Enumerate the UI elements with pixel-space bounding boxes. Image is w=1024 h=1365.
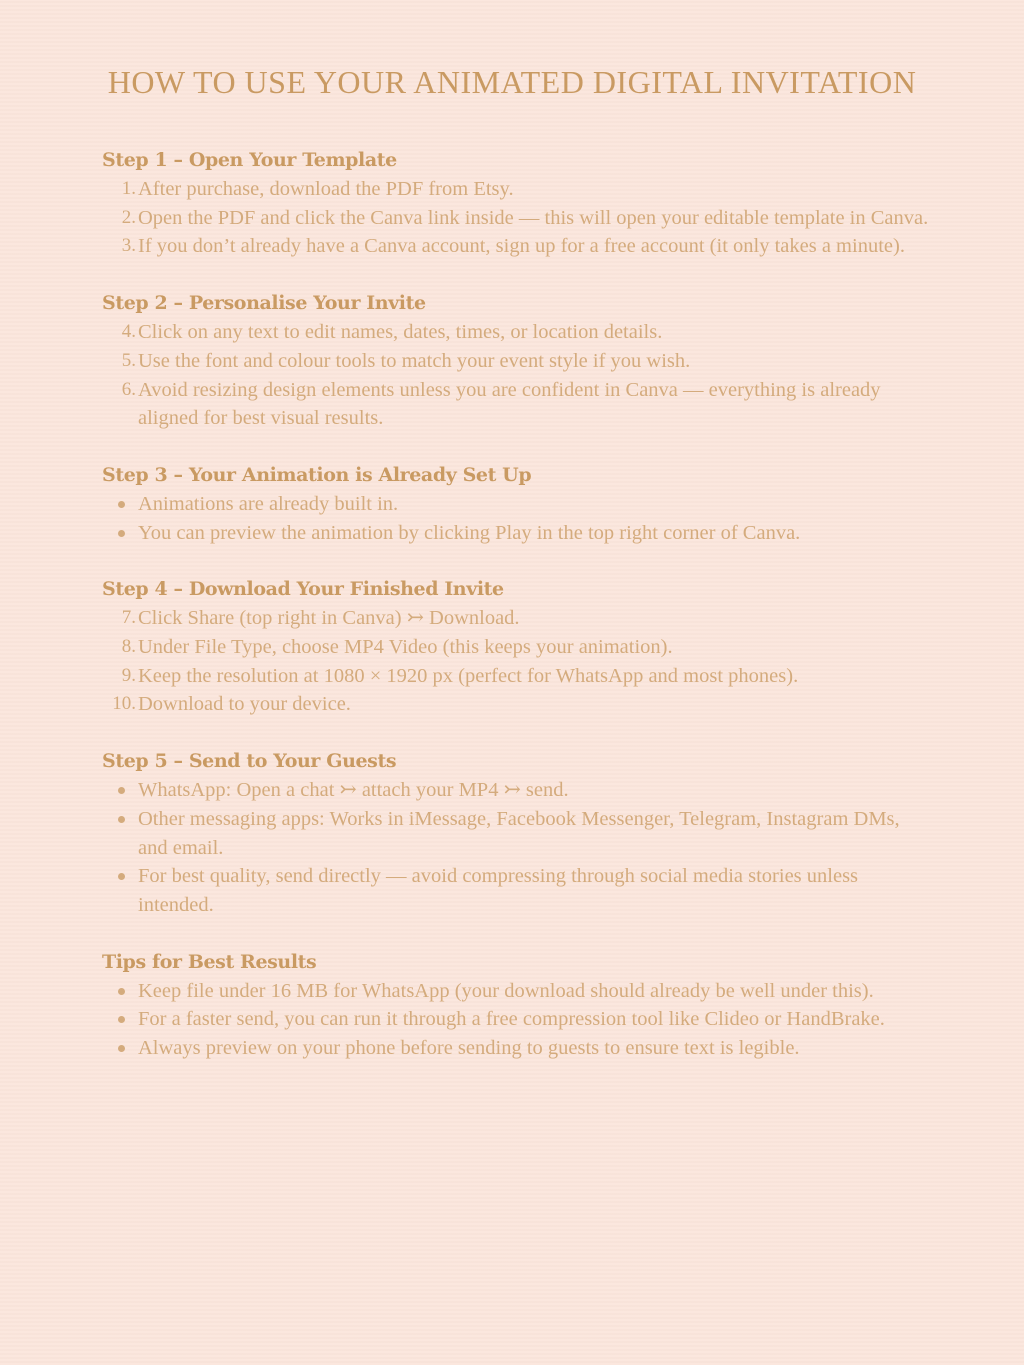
numbered-list <box>102 604 932 719</box>
list-item <box>102 318 932 347</box>
bullet-dot-icon <box>118 530 125 537</box>
list-item <box>102 977 932 1006</box>
step-section <box>102 146 932 261</box>
list-number: 4. <box>121 321 136 343</box>
list-item <box>102 204 932 233</box>
list-item-text: After purchase, download the PDF from Etsy. <box>138 178 514 200</box>
step-section <box>102 575 932 719</box>
list-number: 5. <box>121 349 136 371</box>
bullet-dot-icon <box>118 988 125 995</box>
list-item-text: Other messaging apps: Works in iMessage, Facebook Messenger, Telegram, Instagram DMs, and email. <box>138 807 900 859</box>
page-title: HOW TO USE YOUR ANIMATED DIGITAL INVITATION <box>107 64 917 100</box>
numbered-list <box>102 318 932 433</box>
list-item <box>102 662 932 691</box>
section-heading: Step 4 – Download Your Finished Invite <box>102 578 504 601</box>
bullet-dot-icon <box>118 1045 125 1052</box>
list-item <box>102 175 932 204</box>
list-item-text: If you don’t already have a Canva account, sign up for a free account (it only takes a minute). <box>138 235 905 258</box>
list-item <box>102 1034 932 1063</box>
step-section <box>102 948 932 1063</box>
list-item-text: Open the PDF and click the Canva link inside — this will open your editable template in Canva. <box>138 206 929 229</box>
bullet-list <box>102 776 932 920</box>
step-section <box>102 747 932 920</box>
list-item-text: WhatsApp: Open a chat ↣ attach your MP4 ↣ send. <box>138 779 569 802</box>
section-heading: Step 3 – Your Animation is Already Set Up <box>102 463 532 486</box>
list-item-text: Avoid resizing design elements unless you are confident in Canva — everything is already aligned for best visual results. <box>138 378 881 430</box>
list-item <box>102 490 932 519</box>
section-heading: Step 2 – Personalise Your Invite <box>102 292 426 315</box>
list-item <box>102 519 932 548</box>
step-section <box>102 289 932 433</box>
list-item-text: Use the font and colour tools to match your event style if you wish. <box>138 349 691 372</box>
list-item <box>102 604 932 633</box>
list-number: 7. <box>121 607 136 629</box>
list-number: 3. <box>121 235 136 257</box>
list-item-text: Click Share (top right in Canva) ↣ Download. <box>138 607 520 630</box>
list-item <box>102 232 932 261</box>
list-item-text: Download to your device. <box>138 693 351 716</box>
list-item <box>102 347 932 376</box>
list-number: 9. <box>121 664 136 686</box>
list-item <box>102 776 932 805</box>
bullet-dot-icon <box>118 873 125 880</box>
list-item-text: Always preview on your phone before sending to guests to ensure text is legible. <box>138 1037 800 1060</box>
list-item <box>102 690 932 719</box>
numbered-list <box>102 175 932 261</box>
list-item-text: For a faster send, you can run it through a free compression tool like Clideo or HandBrake. <box>138 1008 885 1031</box>
list-item <box>102 862 932 919</box>
list-number: 10. <box>112 693 136 715</box>
list-item <box>102 376 932 433</box>
list-number: 2. <box>121 206 136 228</box>
bullet-list <box>102 977 932 1063</box>
list-number: 8. <box>121 636 136 658</box>
instructions-content <box>102 146 932 1091</box>
list-item-text: Keep file under 16 MB for WhatsApp (your download should already be well under this). <box>138 979 874 1002</box>
list-item <box>102 1005 932 1034</box>
bullet-dot-icon <box>118 787 125 794</box>
list-item-text: For best quality, send directly — avoid compressing through social media stories unless intended. <box>138 865 859 916</box>
bullet-list <box>102 490 932 547</box>
step-section <box>102 461 932 547</box>
section-heading: Step 1 – Open Your Template <box>102 149 397 171</box>
section-heading: Step 5 – Send to Your Guests <box>102 750 397 773</box>
list-item-text: You can preview the animation by clicking Play in the top right corner of Canva. <box>138 521 801 544</box>
bullet-dot-icon <box>118 816 125 823</box>
list-item <box>102 805 932 862</box>
list-item-text: Under File Type, choose MP4 Video (this keeps your animation). <box>138 636 673 659</box>
list-item-text: Click on any text to edit names, dates, times, or location details. <box>138 321 663 344</box>
list-item-text: Keep the resolution at 1080 × 1920 px (perfect for WhatsApp and most phones). <box>138 664 799 687</box>
section-heading: Tips for Best Results <box>102 950 317 973</box>
list-item <box>102 633 932 662</box>
bullet-dot-icon <box>118 1016 125 1023</box>
list-number: 1. <box>121 178 136 199</box>
bullet-dot-icon <box>118 501 125 508</box>
list-item-text: Animations are already built in. <box>138 492 399 515</box>
list-number: 6. <box>121 378 136 400</box>
